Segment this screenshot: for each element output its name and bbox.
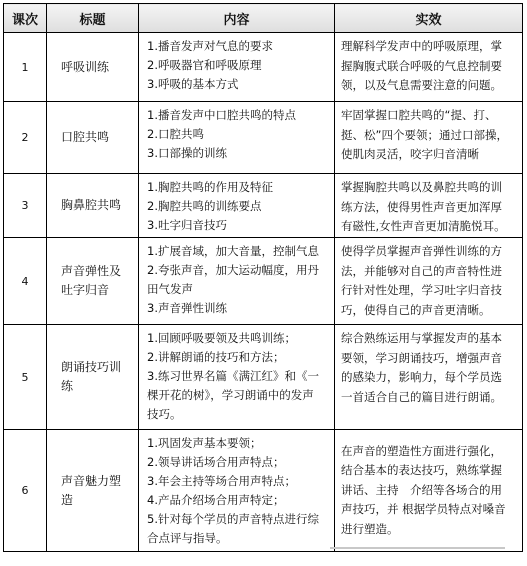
effect-line: 练方法，使得男性声音更加浑厚 [341, 199, 502, 214]
lesson-number: 1 [4, 33, 47, 102]
content-line: 3.口部操的训练 [147, 146, 227, 160]
effect-line: 使得学员掌握声音弹性训练的方 [341, 244, 502, 258]
content-line: 4.产品介绍场合用声特定； [147, 493, 285, 507]
content-line: 2.口腔共鸣 [147, 127, 204, 141]
effect-line: 巧，使得自己的声音更清晰。 [341, 302, 491, 317]
content-line: 3.年会主持等场合用声特点； [147, 474, 296, 488]
content-line: 技巧。 [147, 407, 182, 421]
content-line: 2.胸腔共鸣的训练要点 [147, 199, 262, 213]
effect-line: 握胸腹式联合呼吸的气息控制要 [341, 58, 502, 73]
content-line: 5.针对每个学员的声音特点进行综 [147, 512, 319, 526]
effect-line: 一首适合自己的篇目进行朗诵。 [341, 389, 502, 404]
table-row [4, 33, 523, 102]
content-line: 1.回顾呼吸要领及共鸣训练； [147, 331, 296, 345]
content-line: 2.领导讲话场合用声特点； [147, 455, 285, 469]
effect-line: 结合基本的表达技巧，熟练掌握 [341, 463, 502, 478]
lesson-number: 3 [4, 174, 47, 238]
lesson-content [139, 102, 335, 174]
lesson-number: 2 [4, 102, 47, 174]
content-line: 3.吐字归音技巧 [147, 218, 227, 232]
lesson-content [139, 238, 335, 325]
lesson-topic: 胸鼻腔共鸣 [47, 174, 139, 238]
effect-line: 牢固掌握口腔共鸣的“提、打、 [341, 108, 497, 122]
lesson-content [139, 33, 335, 102]
lesson-topic: 声音弹性及吐字归音 [47, 238, 139, 325]
lesson-effect [335, 33, 523, 102]
lesson-topic: 朗诵技巧训练 [47, 325, 139, 430]
content-line: 2.讲解朗诵的技巧和方法； [147, 350, 285, 364]
content-line: 1.播音发声中口腔共鸣的特点 [147, 108, 296, 122]
table-row [4, 174, 523, 238]
table-row [4, 325, 523, 430]
content-line: 棵开花的树》，学习朗诵中的发声 [147, 388, 314, 402]
content-line: 1.播音发声对气息的要求 [147, 39, 273, 53]
effect-line: 讲话、主持 介绍等各场合的用 [341, 482, 502, 497]
effect-line: 行针对性处理，学习吐字归音技 [341, 283, 502, 297]
effect-line: 理解科学发声中的呼吸原理，掌 [341, 39, 502, 53]
table-row [4, 102, 523, 174]
lesson-effect [335, 430, 523, 552]
lesson-topic: 口腔共鸣 [47, 102, 139, 174]
header-row [4, 4, 523, 33]
effect-line: 使肌肉灵活，咬字归音清晰 [341, 147, 479, 161]
header-effect: 实效 [335, 4, 523, 33]
decorative-bar [330, 547, 505, 549]
table-row [4, 238, 523, 325]
header-lesson: 课次 [4, 4, 47, 33]
effect-line: 领，以及气息需要注意的问题。 [341, 78, 502, 92]
content-line: 3.练习世界名篇《满江红》和《一 [147, 369, 319, 383]
content-line: 3.声音弹性训练 [147, 301, 227, 315]
effect-line: 要领，学习朗诵技巧，增强声音 [341, 350, 502, 365]
lesson-effect [335, 102, 523, 174]
course-table [3, 3, 523, 552]
lesson-topic: 声音魅力塑造 [47, 430, 139, 552]
effect-line: 声技巧，并 根据学员特点对嗓音 [341, 502, 506, 517]
effect-line: 有磁性,女性声音更加清脆悦耳。 [341, 219, 506, 233]
content-line: 田气发声 [147, 282, 193, 296]
lesson-number: 4 [4, 238, 47, 325]
content-line: 1.胸腔共鸣的作用及特征 [147, 180, 273, 194]
content-line: 2.呼吸器官和呼吸原理 [147, 58, 262, 72]
lesson-content [139, 325, 335, 430]
effect-line: 进行塑造。 [341, 521, 399, 536]
table-row [4, 430, 523, 552]
lesson-number: 5 [4, 325, 47, 430]
effect-line: 法，并能够对自己的声音特性进 [341, 263, 502, 278]
lesson-content [139, 430, 335, 552]
content-line: 合点评与指导。 [147, 531, 228, 545]
effect-line: 在声音的塑造性方面进行强化， [341, 443, 502, 458]
lesson-effect [335, 325, 523, 430]
lesson-effect [335, 238, 523, 325]
lesson-number: 6 [4, 430, 47, 552]
content-line: 2.夸张声音，加大运动幅度，用丹 [147, 263, 319, 277]
content-line: 3.呼吸的基本方式 [147, 77, 239, 91]
lesson-topic: 呼吸训练 [47, 33, 139, 102]
effect-line: 掌握胸腔共鸣以及鼻腔共鸣的训 [341, 180, 502, 194]
content-line: 1.扩展音域，加大音量，控制气息 [147, 244, 319, 258]
effect-line: 挺、松”四个要领；通过口部操， [341, 127, 508, 142]
lesson-effect [335, 174, 523, 238]
header-topic: 标题 [47, 4, 139, 33]
effect-line: 综合熟练运用与掌握发声的基本 [341, 331, 502, 345]
header-content: 内容 [139, 4, 335, 33]
content-line: 1.巩固发声基本要领； [147, 436, 262, 450]
lesson-content [139, 174, 335, 238]
effect-line: 的感染力，影响力，每个学员选 [341, 370, 502, 384]
